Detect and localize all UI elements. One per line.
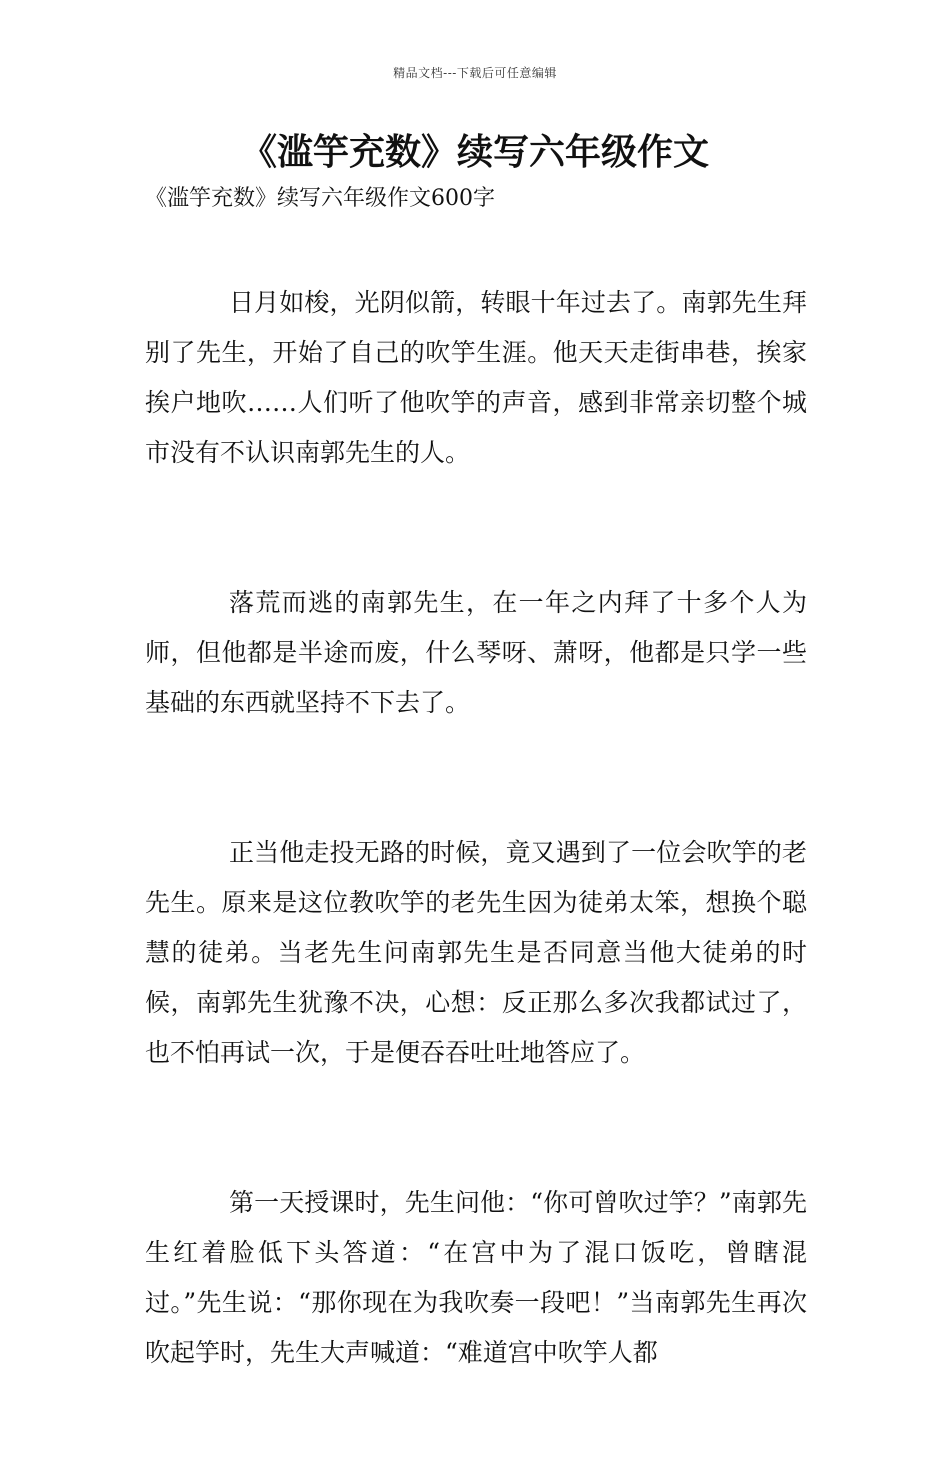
header-note: 精品文档---下载后可任意编辑 <box>393 66 557 80</box>
document-title: 《滥竽充数》续写六年级作文 <box>240 131 709 173</box>
paragraph-2: 落荒而逃的南郭先生，在一年之内拜了十多个人为师，但他都是半途而废，什么琴呀、萧呀，他都是只学一些基础的东西就坚持不下去了。 <box>145 588 807 717</box>
paragraph-4: 第一天授课时，先生问他：“你可曾吹过竽？”南郭先生红着脸低下头答道：“在宫中为了混口饭吃，曾瞎混过。”先生说：“那你现在为我吹奏一段吧！”当南郭先生再次吹起竽时，先生大声喊道：“难道宫中吹竽人都 <box>145 1188 807 1367</box>
article-body <box>145 278 807 1478</box>
paragraph-1: 日月如梭，光阴似箭，转眼十年过去了。南郭先生拜别了先生，开始了自己的吹竽生涯。他天天走街串巷，挨家挨户地吹……人们听了他吹竽的声音，感到非常亲切整个城市没有不认识南郭先生的人。 <box>145 288 807 467</box>
paragraph-3: 正当他走投无路的时候，竟又遇到了一位会吹竽的老先生。原来是这位教吹竽的老先生因为徒弟太笨，想换个聪慧的徒弟。当老先生问南郭先生是否同意当他大徒弟的时候，南郭先生犹豫不决，心想：反正那么多次我都试过了，也不怕再试一次，于是便吞吞吐吐地答应了。 <box>145 838 807 1067</box>
document-subtitle: 《滥竽充数》续写六年级作文600字 <box>145 186 495 211</box>
